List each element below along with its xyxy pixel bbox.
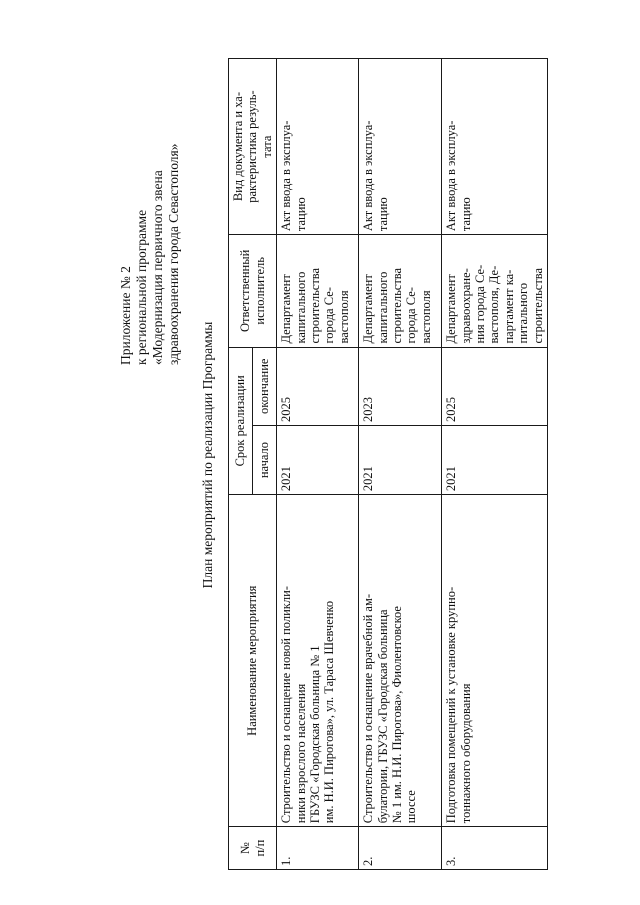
header-name: Наименование мероприятия [229, 495, 277, 827]
row-end: 2025 [277, 347, 359, 425]
row-number: 1. [277, 827, 359, 870]
row-name: Подготовка помещений к установке крупно- тоннажного оборудования [442, 495, 548, 827]
row-name: Строительство и оснащение врачебной ам- булатории, ГБУЗС «Городская больница № 1 им. Н.И. Пирогова», Фиолентовское шоссе [359, 495, 442, 827]
row-document: Акт ввода в эксплуа- тацию [277, 59, 359, 235]
row-number: 3. [442, 827, 548, 870]
header-responsible: Ответственный исполнитель [229, 235, 277, 347]
row-start: 2021 [442, 425, 548, 494]
table-row [442, 59, 548, 870]
header-number: № п/п [229, 827, 277, 870]
appendix-line: к региональной программе [134, 209, 149, 365]
appendix-line: Приложение № 2 [118, 266, 133, 365]
row-number: 2. [359, 827, 442, 870]
table-row [277, 59, 359, 870]
row-start: 2021 [277, 425, 359, 494]
header-start: начало [253, 425, 277, 494]
row-responsible: Департамент капитального строительства города Се- вастополя [277, 235, 359, 347]
appendix-header [118, 65, 182, 365]
row-responsible: Департамент здравоохране- ния города Се- вастополя, Де- партамент ка- питального строительства [442, 235, 548, 347]
appendix-line: «Модернизация первичного звена [150, 170, 165, 365]
header-end: окончание [253, 347, 277, 425]
table-row [359, 59, 442, 870]
header-period: Срок реализации [229, 347, 253, 495]
header-document: Вид документа и ха- рактеристика резуль- тата [229, 59, 277, 235]
appendix-line: здравоохранения города Севастополя» [166, 143, 181, 365]
row-document: Акт ввода в эксплуа- тацию [359, 59, 442, 235]
rotated-page [70, 30, 545, 880]
row-end: 2023 [359, 347, 442, 425]
plan-title: План мероприятий по реализации Программы [200, 321, 215, 589]
row-responsible: Департамент капитального строительства города Се- вастополя [359, 235, 442, 347]
plan-table [228, 58, 548, 870]
row-end: 2025 [442, 347, 548, 425]
row-document: Акт ввода в эксплуа- тацию [442, 59, 548, 235]
row-name: Строительство и оснащение новой поликли- ники взрослого населения ГБУЗС «Городская больница № 1 им. Н.И. Пирогова», ул. Тараса Шевченко [277, 495, 359, 827]
row-start: 2021 [359, 425, 442, 494]
